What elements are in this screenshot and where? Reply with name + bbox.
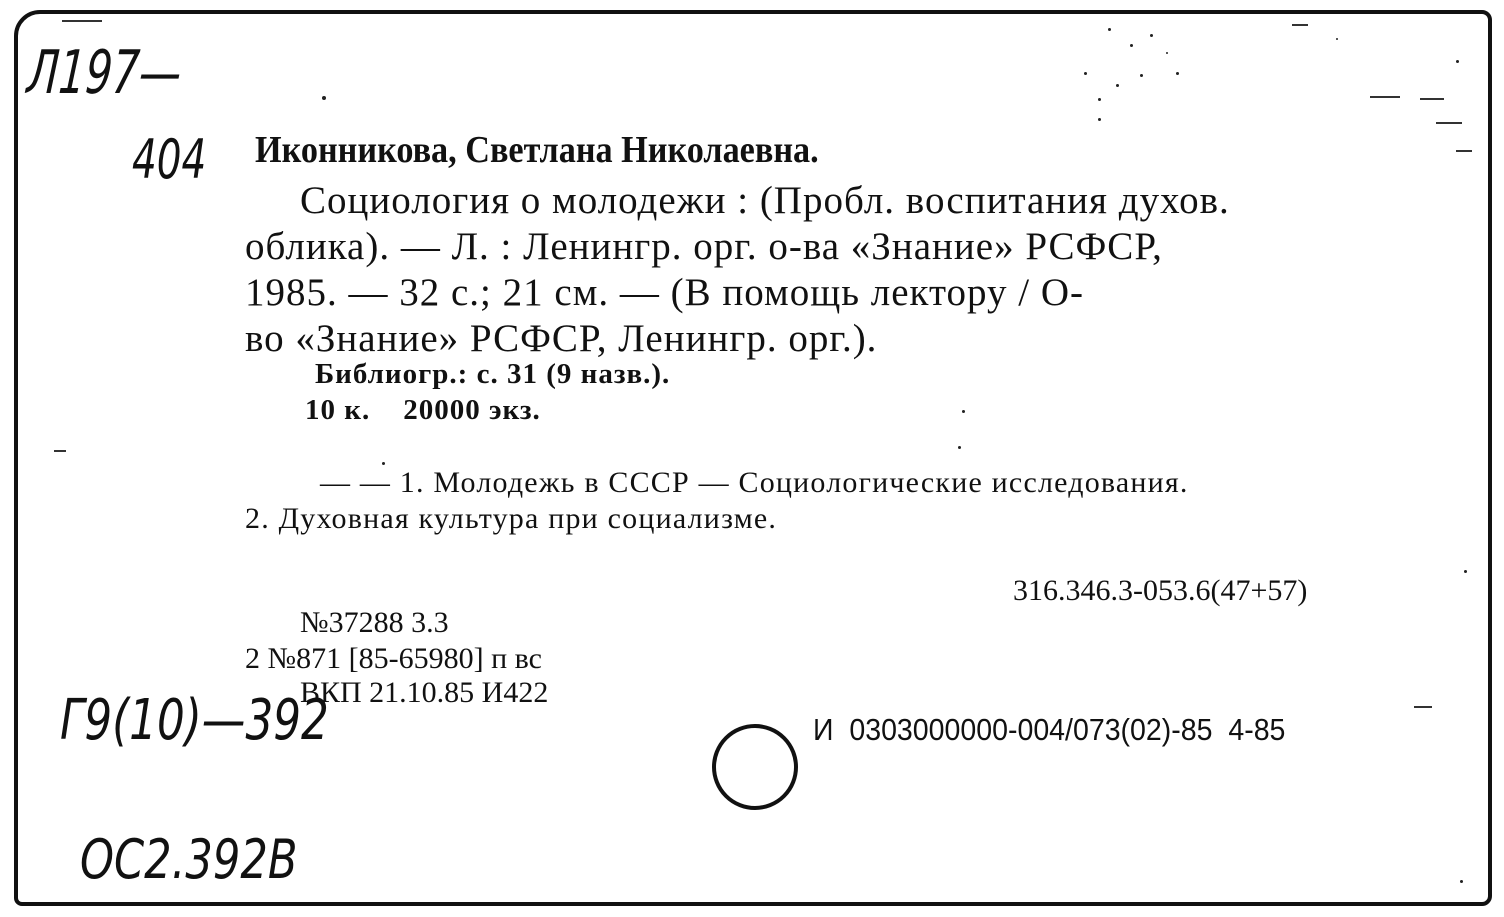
- technical-line: ВКП 21.10.85 И422: [300, 676, 549, 709]
- scan-speck: [1116, 84, 1119, 87]
- circle-symbol: [712, 724, 798, 810]
- handwritten-shelf-mark: Л197—: [24, 38, 184, 108]
- scan-speck: [1460, 880, 1463, 883]
- scan-mark: [1420, 98, 1444, 100]
- scan-speck: [1098, 98, 1101, 101]
- scan-mark: [1436, 122, 1462, 124]
- technical-line: №37288 3.3: [300, 606, 449, 639]
- technical-line: 2 №871 [85-65980] п вс: [245, 642, 542, 675]
- scan-speck: [1166, 52, 1168, 54]
- scan-speck: [1140, 74, 1143, 77]
- scan-mark: [1456, 150, 1472, 152]
- price-print-run: 10 к. 20000 экз.: [305, 394, 541, 426]
- handwritten-cutter-number: 404: [132, 128, 207, 191]
- scan-mark: [1292, 24, 1308, 26]
- scan-speck: [1150, 34, 1153, 37]
- scan-speck: [1098, 118, 1101, 121]
- index-code-line: И 0303000000-004/073(02)-85 4-85: [813, 712, 1286, 747]
- scan-speck: [1084, 72, 1087, 75]
- subject-heading: 2. Духовная культура при социализме.: [245, 502, 778, 535]
- bibliography-note: Библиогр.: с. 31 (9 назв.).: [315, 358, 671, 390]
- scan-speck: [322, 96, 326, 100]
- author-heading: Иконникова, Светлана Николаевна.: [255, 129, 819, 171]
- title-line: во «Знание» РСФСР, Ленингр. орг.).: [245, 317, 878, 360]
- title-line: 1985. — 32 с.; 21 см. — (В помощь лектору / О-: [245, 271, 1084, 314]
- scan-speck: [382, 462, 385, 465]
- scan-speck: [1176, 72, 1179, 75]
- scan-speck: [962, 410, 965, 413]
- subject-heading: — — 1. Молодежь в СССР — Социологические исследования.: [320, 466, 1189, 499]
- scan-speck: [1336, 38, 1338, 40]
- scan-speck: [958, 446, 961, 449]
- scan-speck: [1464, 570, 1467, 573]
- scan-mark: [54, 450, 66, 452]
- scan-speck: [1456, 60, 1459, 63]
- title-line: Социология о молодежи : (Пробл. воспитания духов.: [300, 179, 1230, 222]
- scan-speck: [1108, 28, 1111, 31]
- title-line: облика). — Л. : Ленингр. орг. о-ва «Знание» РСФСР,: [245, 225, 1163, 268]
- scan-mark: [1414, 706, 1432, 708]
- handwritten-inventory-code: ОС2.392В: [80, 828, 298, 891]
- scan-mark: [62, 20, 102, 22]
- udc-classification: 316.346.3-053.6(47+57): [1013, 574, 1308, 607]
- scan-speck: [1130, 44, 1133, 47]
- scan-mark: [1370, 96, 1400, 98]
- handwritten-classification-code: Г9(10)—392: [60, 688, 329, 753]
